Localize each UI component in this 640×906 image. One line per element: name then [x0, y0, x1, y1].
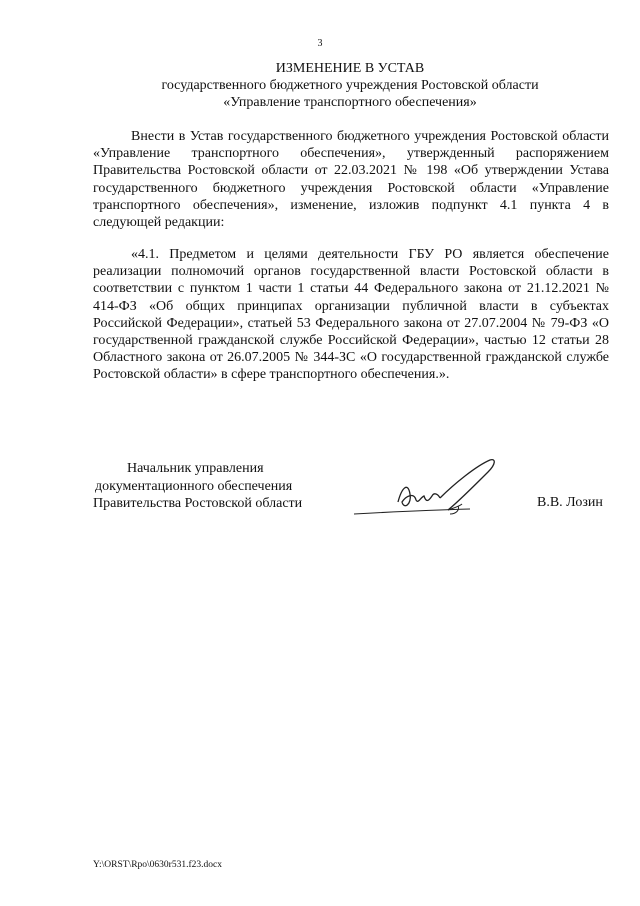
handwritten-signature [350, 452, 510, 532]
title-line-3: «Управление транспортного обеспечения» [223, 95, 477, 110]
footer-file-path: Y:\ORST\Rpo\0630r531.f23.docx [93, 860, 222, 870]
body-paragraph-2: «4.1. Предметом и целями деятельности ГБУ РО является обеспечение реализации полномочий органов государственной власти Ростовской области в соответствии с пунктом 1 части 1 статьи 44 Федерального закона от 21.12.2021 № 414-ФЗ «Об общих принципах организации публичной власти в субъектах Российской Федерации», статьей 53 Федерального закона от 27.07.2004 № 79-ФЗ «О государственной гражданской службе Российской Федерации», частью 12 статьи 28 Областного закона от 26.07.2005 № 344-ЗС «О государственной гражданской службе Ростовской области» в сфере транспортного обеспечения.». [93, 247, 609, 383]
body-paragraph-1: Внести в Устав государственного бюджетного учреждения Ростовской области «Управление транспортного обеспечения», утвержденный распоряжением Правительства Ростовской области от 22.03.2021 № 198 «Об утверждении Устава государственного бюджетного учреждения Ростовской области «Управление транспортного обеспечения», изменение, изложив подпункт 4.1 пункта 4 в следующей редакции: [93, 129, 609, 231]
signatory-position-line-3: Правительства Ростовской области [93, 496, 303, 511]
title-line-1: ИЗМЕНЕНИЕ В УСТАВ [275, 61, 425, 76]
signatory-position [93, 460, 333, 513]
document-title [60, 60, 640, 111]
signatory-position-line-1: Начальник управления [127, 461, 264, 476]
title-line-2: государственного бюджетного учреждения Ростовской области [161, 78, 539, 93]
signer-name: В.В. Лозин [537, 495, 603, 510]
page-number: 3 [317, 38, 323, 49]
signatory-position-line-2: документационного обеспечения [95, 478, 293, 494]
